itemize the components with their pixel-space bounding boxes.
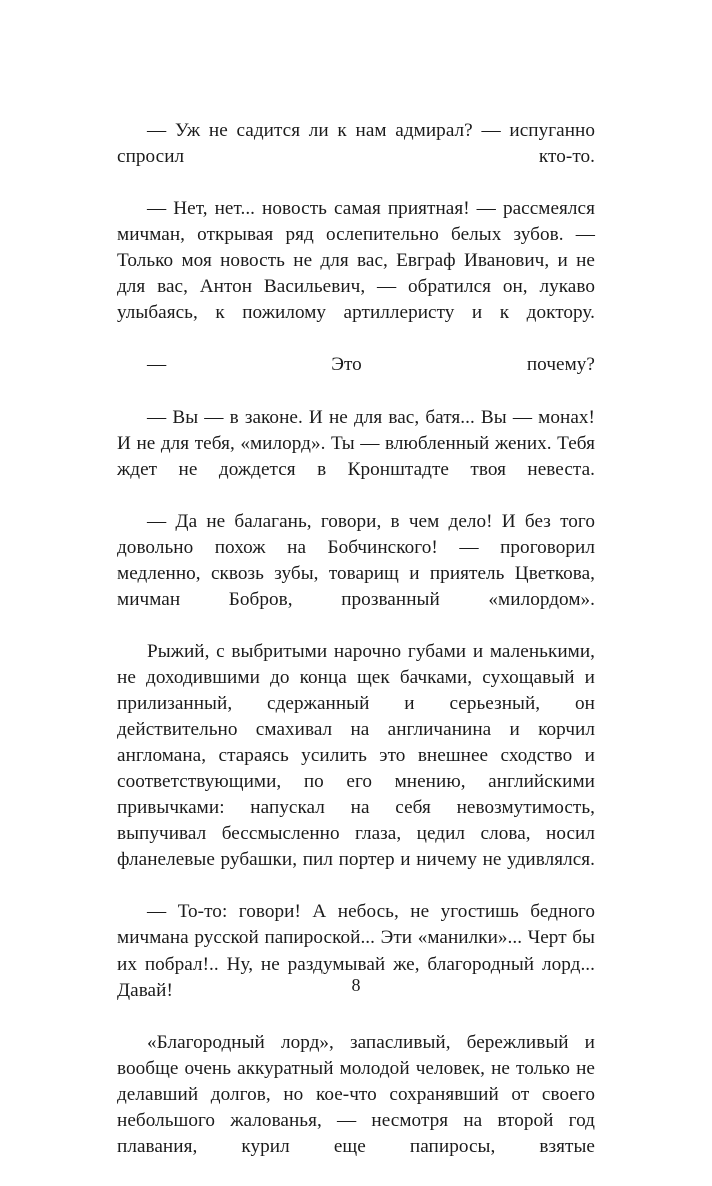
paragraph: — Да не балагань, говори, в чем дело! И без того довольно похож на Бобчинского! — проговорил медленно, сквозь зубы, товарищ и приятель Цветкова, мичман Бобров, прозванный «милордом». bbox=[117, 510, 595, 610]
paragraph: Рыжий, с выбритыми нарочно губами и маленькими, не доходившими до конца щек бачками, сухощавый и прилизанный, сдержанный и серьезный, он действительно смахивал на англичанина и корчил англомана, стараясь усилить это внешнее сходство и соответствующими, по его мнению, английскими привычками: напускал на себя невозмутимость, выпучивал бессмысленно глаза, цедил слова, носил фланелевые рубашки, пил портер и ничему не удивлялся. bbox=[117, 640, 595, 871]
paragraph: — Это почему? bbox=[147, 354, 595, 376]
paragraph: — Вы — в законе. И не для вас, батя... Вы — монах! И не для тебя, «милорд». Ты — влюбленный жених. Тебя ждет не дождется в Кронштадте твоя невеста. bbox=[117, 406, 595, 480]
paragraph: — Нет, нет... новость самая приятная! — рассмеялся мичман, открывая ряд ослепительно белых зубов. — Только моя новость не для вас, Евграф Иванович, и не для вас, Антон Васильевич, — обратился он, лукаво улыбаясь, к пожилому артиллеристу и к доктору. bbox=[117, 198, 595, 324]
page-text-block bbox=[117, 118, 595, 1186]
paragraph: «Благородный лорд», запасливый, бережливый и вообще очень аккуратный молодой человек, не только не делавший долгов, но кое-что сохранявший от своего небольшого жалованья, — несмотря на второй год плавания, курил еще папиросы, взятые bbox=[117, 1031, 595, 1157]
page-number: 8 bbox=[351, 975, 361, 995]
paragraph: — То-то: говори! А небось, не угостишь бедного мичмана русской папироской... Эти «манилки»... Черт бы их побрал!.. Ну, не раздумывай же, благородный лорд... Давай! bbox=[117, 901, 595, 1001]
paragraph: — Уж не садится ли к нам адмирал? — испуганно спросил кто-то. bbox=[117, 120, 595, 168]
